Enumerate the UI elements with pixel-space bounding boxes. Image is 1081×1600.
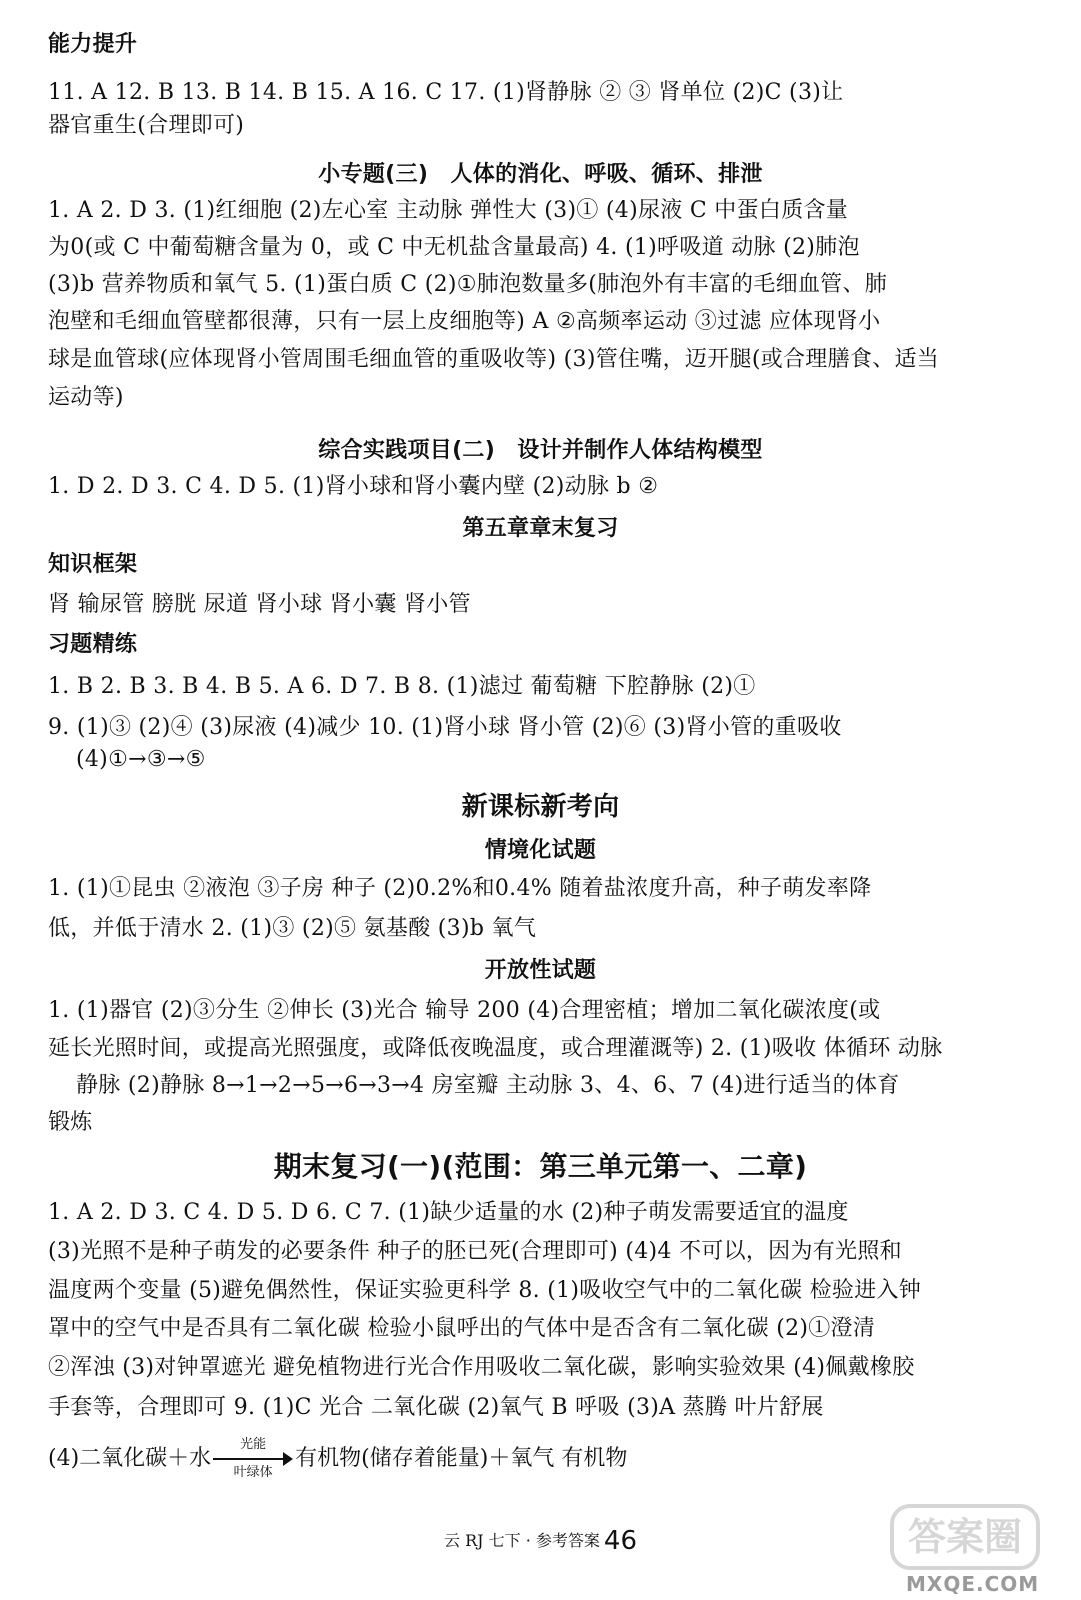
answer-line: 1. (1)器官 (2)③分生 ②伸长 (3)光合 输导 200 (4)合理密植；增加二氧化碳浓度(或 (48, 998, 881, 1023)
answer-line: 手套等，合理即可 9. (1)C 光合 二氧化碳 (2)氧气 B 呼吸 (3)A 蒸腾 叶片舒展 (48, 1395, 824, 1420)
answer-line: 运动等) (48, 385, 124, 410)
section-heading-nengli: 能力提升 (48, 32, 138, 57)
watermark-url: MXQE.COM (906, 1572, 1040, 1596)
answer-line: 延长光照时间，或提高光照强度，或降低夜晚温度，或合理灌溉等) 2. (1)吸收 体循环 动脉 (48, 1036, 943, 1061)
answer-line: 1. A 2. D 3. C 4. D 5. D 6. C 7. (1)缺少适量的水 (2)种子萌发需要适宜的温度 (48, 1200, 849, 1225)
answer-line: 1. A 2. D 3. (1)红细胞 (2)左心室 主动脉 弹性大 (3)① (4)尿液 C 中蛋白质含量 (48, 198, 849, 223)
answer-line: 1. D 2. D 3. C 4. D 5. (1)肾小球和肾小囊内壁 (2)动脉 b ② (48, 474, 659, 499)
footer-label: 云 RJ 七下 · 参考答案 (444, 1531, 600, 1550)
answer-line: (4)①→③→⑤ (76, 747, 206, 772)
section-heading-qimo: 期末复习(一)(范围：第三单元第一、二章) (273, 1150, 808, 1183)
section-heading-zhuanti: 小专题(三) 人体的消化、呼吸、循环、排泄 (318, 162, 763, 187)
section-heading-zhangmo: 第五章章末复习 (462, 516, 619, 541)
answer-line: 9. (1)③ (2)④ (3)尿液 (4)减少 10. (1)肾小球 肾小管 (2)⑥ (3)肾小管的重吸收 (48, 715, 842, 740)
photosynthesis-equation (48, 1438, 627, 1480)
answer-line: 1. B 2. B 3. B 4. B 5. A 6. D 7. B 8. (1)滤过 葡萄糖 下腔静脉 (2)① (48, 674, 756, 699)
section-heading-xinkebiao: 新课标新考向 (461, 792, 620, 822)
answer-line: 为0(或 C 中葡萄糖含量为 0，或 C 中无机盐含量最高) 4. (1)呼吸道 动脉 (2)肺泡 (48, 235, 860, 260)
answer-line: 泡壁和毛细血管壁都很薄，只有一层上皮细胞等) A ②高频率运动 ③过滤 应体现肾小 (48, 309, 881, 334)
answer-line: 11. A 12. B 13. B 14. B 15. A 16. C 17. (1)肾静脉 ② ③ 肾单位 (2)C (3)让 (48, 80, 844, 105)
answer-line: 低，并低于清水 2. (1)③ (2)⑤ 氨基酸 (3)b 氧气 (48, 916, 537, 941)
subheading-kaifang: 开放性试题 (484, 958, 597, 983)
subheading-xiti: 习题精练 (48, 632, 138, 657)
answer-line: (3)b 营养物质和氧气 5. (1)蛋白质 C (2)①肺泡数量多(肺泡外有丰富的毛细血管、肺 (48, 272, 888, 297)
arrow-condition-bottom: 叶绿体 (233, 1465, 273, 1480)
answer-line: ②浑浊 (3)对钟罩遮光 避免植物进行光合作用吸收二氧化碳，影响实验效果 (4)佩戴橡胶 (48, 1355, 915, 1380)
answer-line: 罩中的空气中是否具有二氧化碳 检验小鼠呼出的气体中是否含有二氧化碳 (2)①澄清 (48, 1316, 876, 1341)
watermark-logo-icon (890, 1500, 1040, 1574)
answer-line: 静脉 (2)静脉 8→1→2→5→6→3→4 房室瓣 主动脉 3、4、6、7 (4)进行适当的体育 (76, 1073, 900, 1098)
arrow-head-icon (283, 1452, 293, 1466)
section-heading-shijian: 综合实践项目(二) 设计并制作人体结构模型 (318, 438, 763, 463)
equation-reactants: (4)二氧化碳＋水 (48, 1446, 212, 1471)
answer-line: 肾 输尿管 膀胱 尿道 肾小球 肾小囊 肾小管 (48, 592, 471, 617)
page-number: 46 (603, 1526, 637, 1556)
arrow-condition-top: 光能 (240, 1437, 267, 1452)
equation-products: 有机物(储存着能量)＋氧气 有机物 (295, 1446, 628, 1471)
answer-line: (3)光照不是种子萌发的必要条件 种子的胚已死(合理即可) (4)4 不可以，因为有光照和 (48, 1239, 902, 1264)
subheading-qingjing: 情境化试题 (484, 838, 597, 863)
reaction-arrow (213, 1438, 293, 1480)
svg-text:答案圈: 答案圈 (907, 1515, 1023, 1559)
answer-line: 温度两个变量 (5)避免偶然性，保证实验更科学 8. (1)吸收空气中的二氧化碳 检验进入钟 (48, 1278, 922, 1303)
answer-line: 球是血管球(应体现肾小管周围毛细血管的重吸收等) (3)管住嘴，迈开腿(或合理膳食、适当 (48, 347, 940, 372)
answer-line: 1. (1)①昆虫 ②液泡 ③子房 种子 (2)0.2%和0.4% 随着盐浓度升高，种子萌发率降 (48, 876, 872, 901)
arrow-shaft (213, 1458, 285, 1460)
answer-line: 锻炼 (48, 1110, 93, 1135)
subheading-kuangjia: 知识框架 (48, 552, 138, 577)
answer-line: 器官重生(合理即可) (48, 113, 245, 138)
